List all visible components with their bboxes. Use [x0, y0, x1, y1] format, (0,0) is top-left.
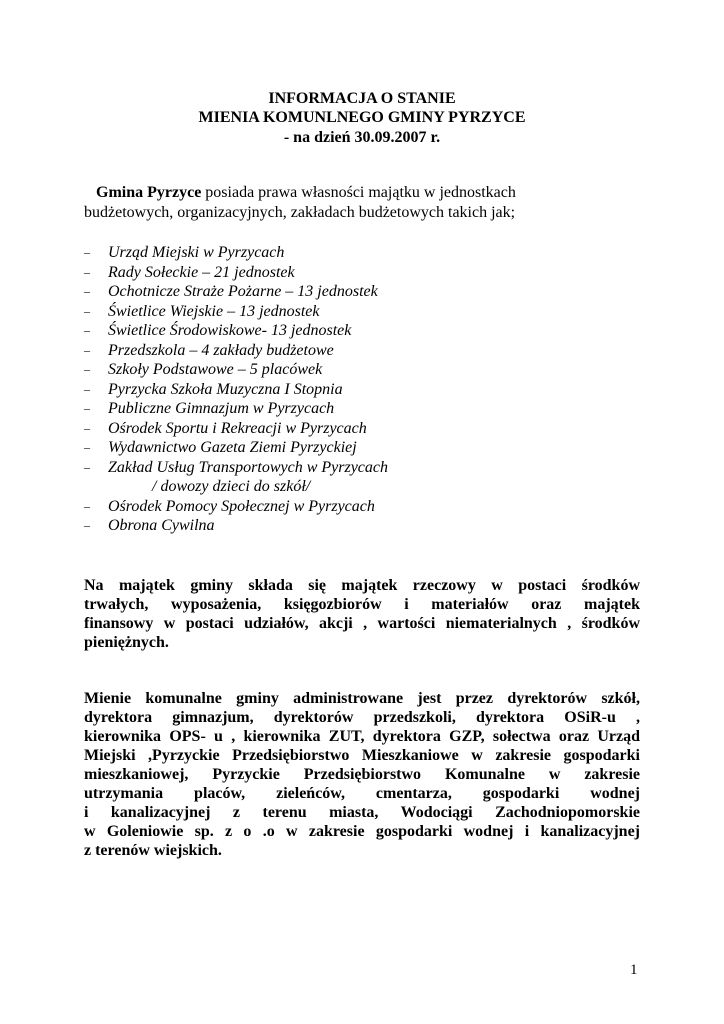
- list-marker: –: [84, 284, 90, 298]
- list-marker: –: [84, 440, 90, 454]
- list-item-text: Ośrodek Sportu i Rekreacji w Pyrzycach: [108, 419, 367, 437]
- title-line-2: MIENIA KOMUNLNEGO GMINY PYRZYCE: [198, 109, 526, 126]
- list-item-text: Wydawnictwo Gazeta Ziemi Pyrzyckiej: [108, 439, 357, 456]
- list-item: [84, 302, 644, 322]
- intro-paragraph: [84, 183, 644, 223]
- title-line-1: INFORMACJA O STANIE: [268, 90, 456, 107]
- list-marker: –: [84, 362, 90, 376]
- list-item-text: Świetlice Wiejskie – 13 jednostek: [108, 302, 320, 320]
- list-item-text: Publiczne Gimnazjum w Pyrzycach: [108, 400, 335, 417]
- list-marker: –: [84, 498, 90, 513]
- list-item-text: Urząd Miejski w Pyrzycach: [108, 244, 285, 261]
- list-marker: –: [84, 401, 90, 415]
- paragraph-line: kierownika OPS- u , kierownika ZUT, dyrektora GZP, sołectwa oraz Urząd: [84, 728, 640, 745]
- title-line-3: - na dzień 30.09.2007 r.: [283, 129, 441, 146]
- list-item: [84, 243, 644, 263]
- list-item: [84, 380, 644, 400]
- paragraph-line: Mienie komunalne gminy administrowane jest przez dyrektorów szkół,: [84, 690, 640, 707]
- list-item: [84, 516, 644, 536]
- list-marker: –: [84, 518, 90, 532]
- list-item-text: Świetlice Środowiskowe- 13 jednostek: [108, 322, 352, 339]
- list-item: [84, 497, 644, 517]
- list-item-text: Pyrzycka Szkoła Muzyczna I Stopnia: [108, 380, 343, 398]
- paragraph-line: Miejski ,Pyrzyckie Przedsiębiorstwo Mieszkaniowe w zakresie gospodarki: [84, 747, 640, 764]
- list-item-continuation: [84, 477, 644, 497]
- units-list: [84, 243, 644, 536]
- list-item-text: Zakład Usług Transportowych w Pyrzycach: [108, 458, 388, 476]
- list-marker: –: [84, 420, 90, 435]
- administration-paragraph: [84, 689, 640, 860]
- paragraph-line: w Goleniowie sp. z o .o w zakresie gospodarki wodnej i kanalizacyjnej: [84, 823, 640, 840]
- list-item: [84, 282, 644, 302]
- list-marker: –: [84, 459, 90, 474]
- list-marker: –: [84, 323, 90, 337]
- assets-paragraph: [84, 576, 640, 652]
- list-item: [84, 263, 644, 283]
- list-item: [84, 341, 644, 361]
- intro-bold: Gmina Pyrzyce: [96, 184, 202, 201]
- list-item: [84, 458, 644, 478]
- list-item-text: / dowozy dzieci do szkół/: [152, 478, 311, 495]
- intro-line-2: budżetowych, organizacyjnych, zakładach budżetowych takich jak;: [84, 204, 516, 221]
- list-item-text: Przedszkola – 4 zakłady budżetowe: [108, 341, 334, 359]
- intro-line-1: posiada prawa własności majątku w jednostkach: [201, 184, 516, 201]
- list-item-text: Ośrodek Pomocy Społecznej w Pyrzycach: [108, 497, 375, 515]
- list-item: [84, 419, 644, 439]
- paragraph-line: Na majątek gminy składa się majątek rzeczowy w postaci środków: [84, 577, 640, 594]
- list-item: [84, 399, 644, 419]
- list-item: [84, 438, 644, 458]
- list-item-text: Obrona Cywilna: [108, 517, 215, 534]
- paragraph-line: pieniężnych.: [84, 634, 169, 651]
- paragraph-line: utrzymania placów, zieleńców, cmentarza, gospodarki wodnej: [84, 785, 640, 802]
- list-item-text: Rady Sołeckie – 21 jednostek: [108, 263, 295, 281]
- paragraph-line: z terenów wiejskich.: [84, 842, 222, 859]
- paragraph-line: trwałych, wyposażenia, księgozbiorów i materiałów oraz majątek: [84, 596, 640, 613]
- paragraph-line: dyrektora gimnazjum, dyrektorów przedszkoli, dyrektora OSiR-u ,: [84, 709, 640, 726]
- list-marker: –: [84, 264, 90, 279]
- list-item: [84, 360, 644, 380]
- list-marker: –: [84, 381, 90, 396]
- list-item: [84, 321, 644, 341]
- list-marker: –: [84, 342, 90, 357]
- list-marker: –: [84, 245, 90, 259]
- paragraph-line: mieszkaniowej, Pyrzyckie Przedsiębiorstwo Komunalne w zakresie: [84, 766, 640, 783]
- paragraph-line: i kanalizacyjnej z terenu miasta, Wodociągi Zachodniopomorskie: [84, 804, 640, 821]
- list-marker: –: [84, 303, 90, 318]
- page-number: 1: [630, 962, 638, 978]
- list-item-text: Szkoły Podstawowe – 5 placówek: [108, 361, 323, 378]
- paragraph-line: finansowy w postaci udziałów, akcji , wartości niematerialnych , środków: [84, 615, 640, 632]
- list-item-text: Ochotnicze Straże Pożarne – 13 jednostek: [108, 283, 378, 300]
